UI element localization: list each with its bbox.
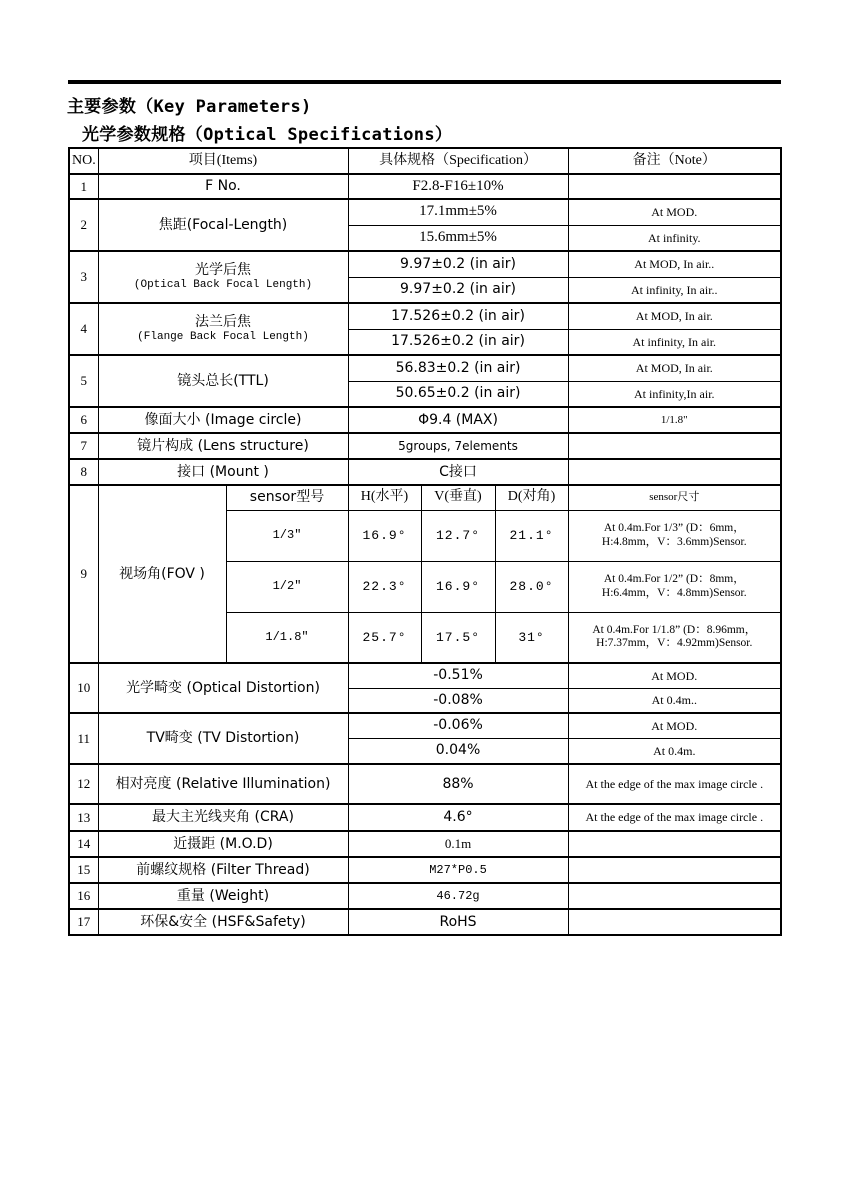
fov-note-line2: H:7.37mm，V：4.92mm)Sensor. [596,637,753,650]
item-label: 接口 (Mount ) [98,459,348,485]
fov-v-value: 16.9° [421,561,495,612]
note-value: At MOD, In air.. [568,251,781,277]
fov-col-d: D(对角) [495,485,568,510]
item-label: 近摄距 (M.O.D) [98,831,348,857]
fov-d-value: 31° [495,612,568,663]
row-no: 15 [69,857,98,883]
table-row [69,199,781,225]
spec-value: 46.72g [348,883,568,909]
note-value: At 0.4m.. [568,688,781,713]
table-row [69,174,781,199]
row-no: 5 [69,355,98,407]
row-no: 11 [69,713,98,764]
item-label [98,303,348,355]
fov-note [568,561,781,612]
table-row [69,433,781,459]
fov-sensor-type: 1/1.8" [226,612,348,663]
note-value [568,459,781,485]
table-row [69,355,781,381]
item-label: 视场角(FOV ) [98,485,226,663]
fov-note [568,510,781,561]
note-value [568,857,781,883]
table-row [69,883,781,909]
note-value: At MOD. [568,199,781,225]
spec-value: -0.08% [348,688,568,713]
item-label: 相对亮度 (Relative Illumination) [98,764,348,804]
item-label: 重量 (Weight) [98,883,348,909]
note-value: At the edge of the max image circle . [568,804,781,831]
row-no: 13 [69,804,98,831]
item-label: 光学畸变 (Optical Distortion) [98,663,348,713]
item-label: 最大主光线夹角 (CRA) [98,804,348,831]
table-row [69,663,781,688]
spec-value: 0.04% [348,738,568,764]
row-no: 9 [69,485,98,663]
fov-col-v: V(垂直) [421,485,495,510]
row-no: 12 [69,764,98,804]
item-label [98,251,348,303]
fov-h-value: 22.3° [348,561,421,612]
row-no: 4 [69,303,98,355]
item-label: 环保&安全 (HSF&Safety) [98,909,348,935]
note-value: At MOD, In air. [568,303,781,329]
item-label-en: (Flange Back Focal Length) [137,331,309,344]
note-value [568,909,781,935]
note-value: At MOD. [568,713,781,738]
spec-value: 17.526±0.2 (in air) [348,329,568,355]
note-value: At infinity,In air. [568,381,781,407]
table-row [69,831,781,857]
fov-note-line2: H:6.4mm，V：4.8mm)Sensor. [601,586,747,599]
col-header-items: 项目(Items) [98,148,348,174]
item-label: 像面大小 (Image circle) [98,407,348,433]
spec-value: Φ9.4 (MAX) [348,407,568,433]
spec-value: F2.8-F16±10% [348,174,568,199]
table-row [69,804,781,831]
table-row-fov-header [69,485,781,510]
row-no: 8 [69,459,98,485]
note-value [568,883,781,909]
spec-value: 17.526±0.2 (in air) [348,303,568,329]
item-label: 镜头总长(TTL) [98,355,348,407]
fov-d-value: 28.0° [495,561,568,612]
fov-note-line1: At 0.4m.For 1/1.8” (D：8.96mm， [592,623,757,636]
item-label: 前螺纹规格 (Filter Thread) [98,857,348,883]
row-no: 3 [69,251,98,303]
spec-value: 5groups, 7elements [348,433,568,459]
item-label: 焦距(Focal-Length) [98,199,348,251]
row-no: 16 [69,883,98,909]
item-label: TV畸变 (TV Distortion) [98,713,348,764]
spec-value: 4.6° [348,804,568,831]
item-label-en: (Optical Back Focal Length) [133,279,313,292]
spec-value: C接口 [348,459,568,485]
note-value: At 0.4m. [568,738,781,764]
spec-value: 17.1mm±5% [348,199,568,225]
note-value: At infinity. [568,225,781,251]
fov-v-value: 12.7° [421,510,495,561]
row-no: 10 [69,663,98,713]
row-no: 17 [69,909,98,935]
fov-h-value: 16.9° [348,510,421,561]
fov-sensor-type: 1/2" [226,561,348,612]
fov-col-h: H(水平) [348,485,421,510]
table-header-row [69,148,781,174]
spec-value: 88% [348,764,568,804]
table-row [69,303,781,329]
row-no: 2 [69,199,98,251]
fov-v-value: 17.5° [421,612,495,663]
note-value: At MOD, In air. [568,355,781,381]
note-value [568,174,781,199]
col-header-no: NO. [69,148,98,174]
spec-value: -0.06% [348,713,568,738]
table-row [69,459,781,485]
row-no: 7 [69,433,98,459]
table-row [69,251,781,277]
item-label: 镜片构成 (Lens structure) [98,433,348,459]
row-no: 1 [69,174,98,199]
spec-value: -0.51% [348,663,568,688]
note-value: At infinity, In air. [568,329,781,355]
spec-value: 0.1m [348,831,568,857]
table-row [69,764,781,804]
fov-note-line1: At 0.4m.For 1/3” (D：6mm， [603,521,745,534]
optical-spec-table [68,147,782,936]
fov-col-sensor-size: sensor尺寸 [568,485,781,510]
table-row [69,909,781,935]
fov-note [568,612,781,663]
optical-specifications-title: 光学参数规格（Optical Specifications） [82,125,453,145]
note-value: At the edge of the max image circle . [568,764,781,804]
spec-value: RoHS [348,909,568,935]
col-header-note: 备注（Note） [568,148,781,174]
fov-col-sensor-type: sensor型号 [226,485,348,510]
table-row [69,713,781,738]
row-no: 14 [69,831,98,857]
spec-value: 56.83±0.2 (in air) [348,355,568,381]
row-no: 6 [69,407,98,433]
spec-value: M27*P0.5 [348,857,568,883]
item-label-cn: 法兰后焦 [195,313,251,330]
note-value: At MOD. [568,663,781,688]
spec-value: 50.65±0.2 (in air) [348,381,568,407]
fov-note-line2: H:4.8mm，V：3.6mm)Sensor. [601,535,747,548]
fov-h-value: 25.7° [348,612,421,663]
fov-note-line1: At 0.4m.For 1/2” (D：8mm， [603,572,745,585]
item-label-cn: 光学后焦 [195,261,251,278]
spec-value: 9.97±0.2 (in air) [348,251,568,277]
spec-value: 15.6mm±5% [348,225,568,251]
spec-value: 9.97±0.2 (in air) [348,277,568,303]
note-value: At infinity, In air.. [568,277,781,303]
fov-d-value: 21.1° [495,510,568,561]
note-value [568,433,781,459]
col-header-spec: 具体规格（Specification） [348,148,568,174]
fov-sensor-type: 1/3" [226,510,348,561]
item-label: F No. [98,174,348,199]
key-parameters-title: 主要参数（Key Parameters) [67,97,312,117]
table-row [69,407,781,433]
note-value: 1/1.8" [568,407,781,433]
note-value [568,831,781,857]
top-double-rule [68,80,781,84]
table-row [69,857,781,883]
